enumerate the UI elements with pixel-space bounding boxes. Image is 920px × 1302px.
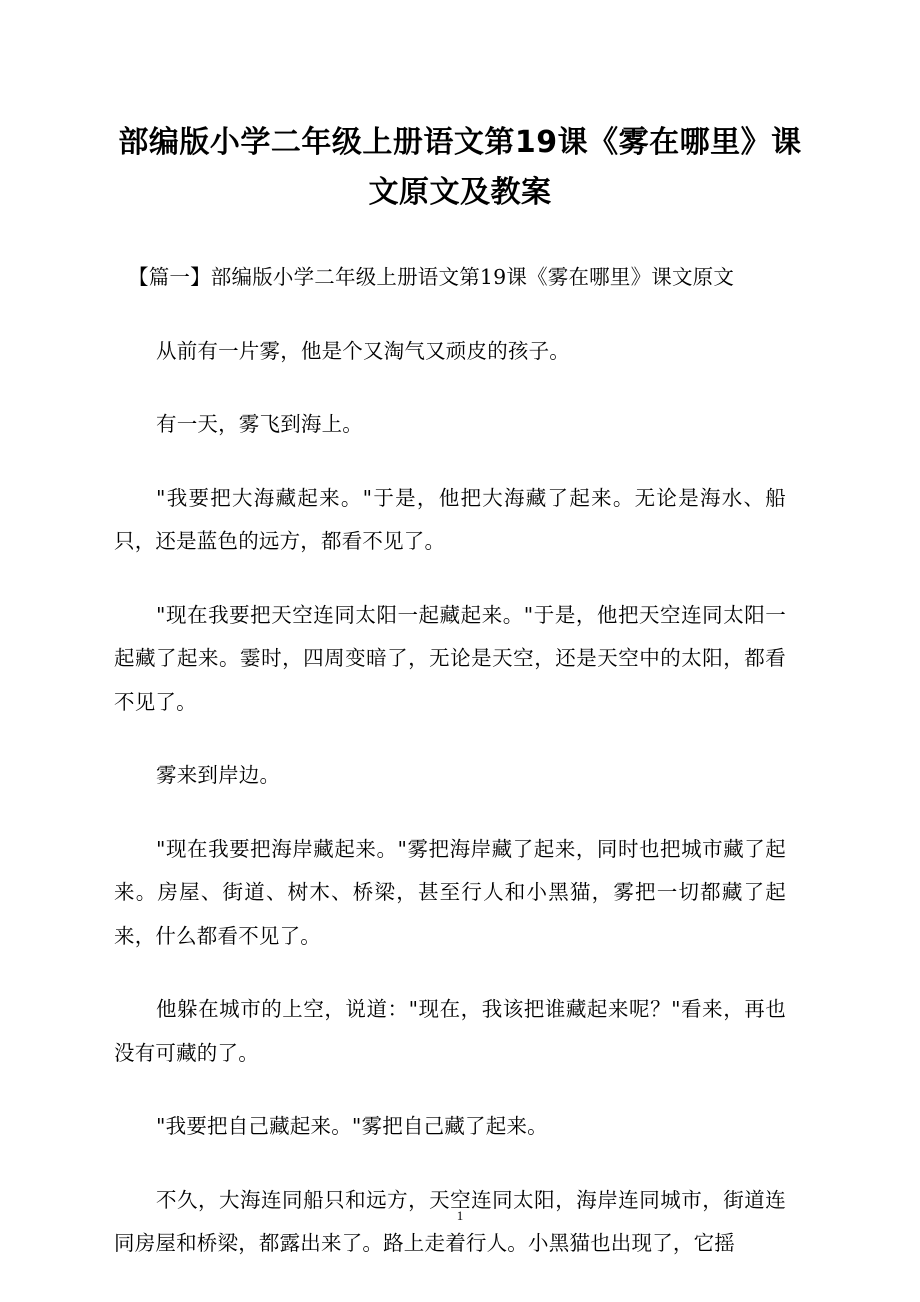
paragraph-heading: 【篇一】部编版小学二年级上册语文第19课《雾在哪里》课文原文	[128, 265, 735, 289]
paragraph: 雾来到岸边。	[156, 763, 281, 787]
paragraph: "我要把自己藏起来。"雾把自己藏了起来。	[156, 1114, 548, 1138]
paragraph: 不久，大海连同船只和远方，天空连同太阳，海岸连同城市，街道连同房屋和桥梁，都露出来了。路上走着行人。小黑猫也出现了，它摇	[114, 1187, 786, 1255]
paragraph: "我要把大海藏起来。"于是，他把大海藏了起来。无论是海水、船只，还是蓝色的远方，都看不见了。	[114, 485, 786, 553]
paragraph: 从前有一片雾，他是个又淘气又顽皮的孩子。	[156, 338, 570, 363]
paragraph: "现在我要把天空连同太阳一起藏起来。"于是，他把天空连同太阳一起藏了起来。霎时，四周变暗了，无论是天空，还是天空中的太阳，都看不见了。	[114, 602, 786, 714]
paragraph: 他躲在城市的上空，说道："现在，我该把谁藏起来呢？"看来，再也没有可藏的了。	[114, 997, 786, 1065]
page-number: 1	[456, 1208, 464, 1223]
paragraph: "现在我要把海岸藏起来。"雾把海岸藏了起来，同时也把城市藏了起来。房屋、街道、树木、桥梁，甚至行人和小黑猫，雾把一切都藏了起来，什么都看不见了。	[114, 836, 786, 948]
document-body	[114, 256, 786, 1296]
paragraph: 有一天，雾飞到海上。	[156, 412, 363, 436]
document-title: 部编版小学二年级上册语文第19课《雾在哪里》课文原文及教案	[118, 125, 802, 210]
